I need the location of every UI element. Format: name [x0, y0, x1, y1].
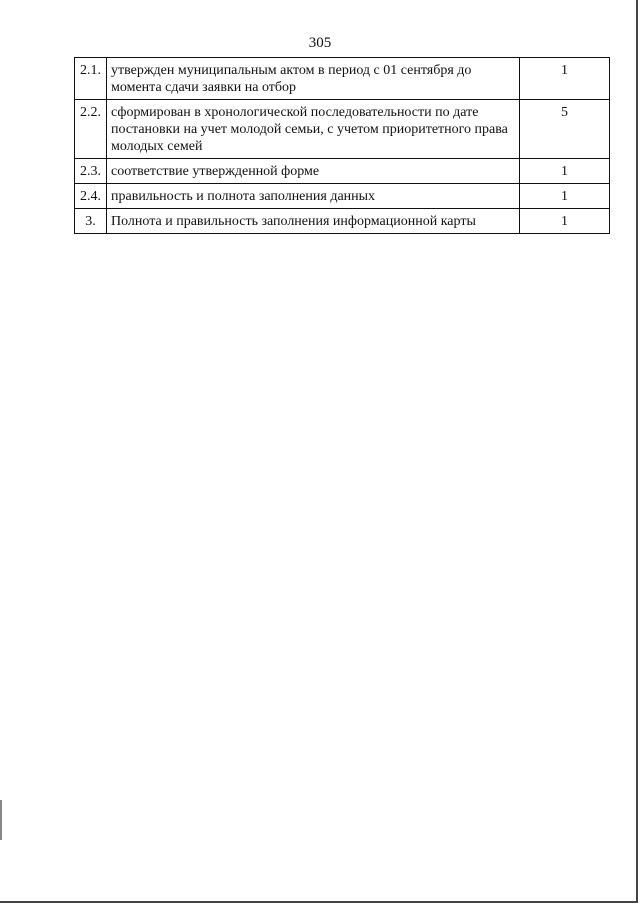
row-number: 2.3.: [75, 159, 107, 184]
row-number: 2.2.: [75, 100, 107, 159]
criterion-score: 1: [520, 159, 610, 184]
criterion-text: Полнота и правильность заполнения информационной карты: [107, 209, 520, 234]
table-row: [75, 100, 610, 159]
table-row: [75, 58, 610, 100]
page-number: 305: [308, 35, 332, 51]
criterion-text: правильность и полнота заполнения данных: [107, 184, 520, 209]
table-row: [75, 159, 610, 184]
table-row: [75, 209, 610, 234]
table-row: [75, 184, 610, 209]
criteria-table: [74, 57, 610, 234]
row-number: 2.1.: [75, 58, 107, 100]
criterion-score: 1: [520, 209, 610, 234]
criterion-text: соответствие утвержденной форме: [107, 159, 520, 184]
criterion-score: 1: [520, 58, 610, 100]
scan-margin-mark: [0, 800, 2, 840]
criterion-score: 1: [520, 184, 610, 209]
criterion-score: 5: [520, 100, 610, 159]
row-number: 3.: [75, 209, 107, 234]
criterion-text: сформирован в хронологической последовательности по дате постановки на учет молодой семьи, с учетом приоритетного права молодых семей: [107, 100, 520, 159]
criterion-text: утвержден муниципальным актом в период с 01 сентября до момента сдачи заявки на отбор: [107, 58, 520, 100]
row-number: 2.4.: [75, 184, 107, 209]
